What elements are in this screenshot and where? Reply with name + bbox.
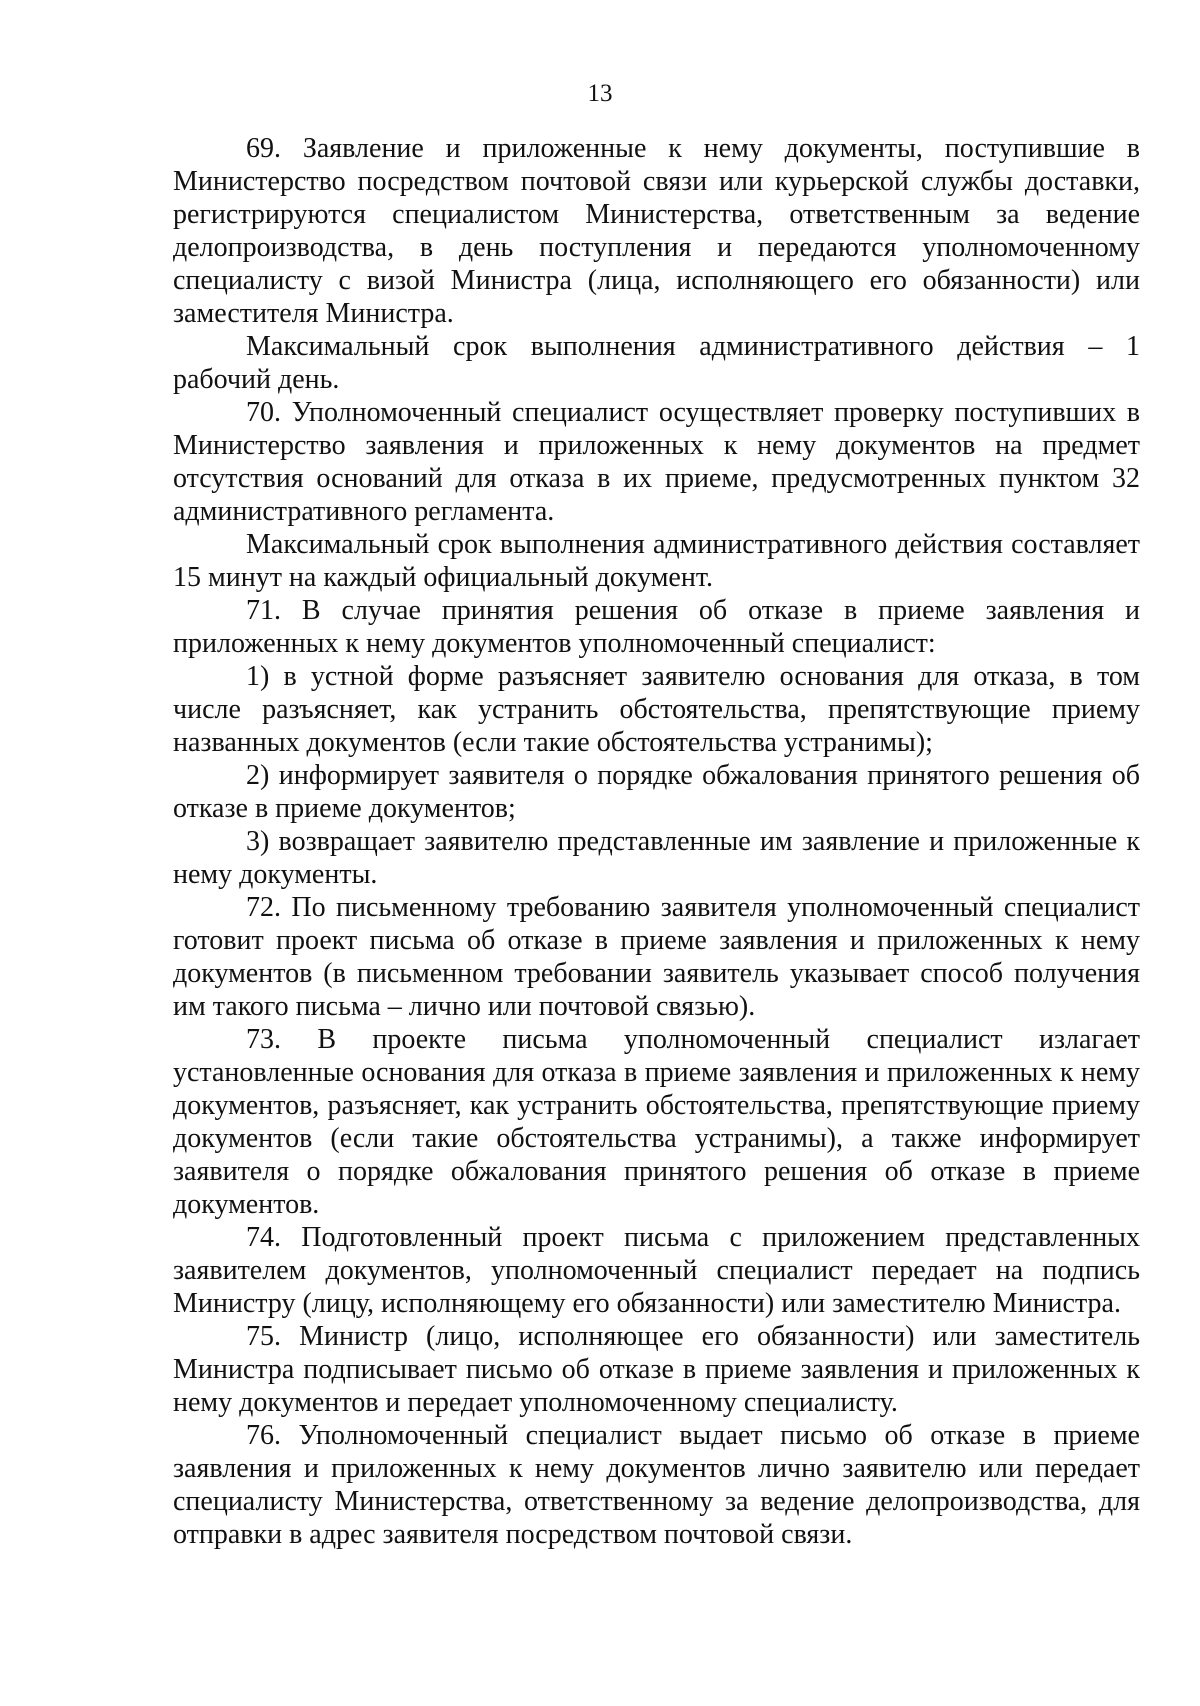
paragraph-71: 71. В случае принятия решения об отказе в приеме заявления и приложенных к нему документов уполномоченный специалист: (173, 595, 1140, 659)
paragraph-69: 69. Заявление и приложенные к нему документы, поступившие в Министерство посредством почтовой связи или курьерской службы доставки, регистрируются специалистом Министерства, ответственным за ведение делопроизводства, в день поступления и передаются уполномоченному специалисту с визой Министра (лица, исполняющего его обязанности) или заместителя Министра. (173, 133, 1140, 329)
paragraph-76: 76. Уполномоченный специалист выдает письмо об отказе в приеме заявления и приложенных к нему документов лично заявителю или передает специалисту Министерства, ответственному за ведение делопроизводства, для отправки в адрес заявителя посредством почтовой связи. (173, 1420, 1140, 1550)
paragraph-69-deadline: Максимальный срок выполнения административного действия – 1 рабочий день. (173, 331, 1140, 395)
paragraph-74: 74. Подготовленный проект письма с приложением представленных заявителем документов, уполномоченный специалист передает на подпись Министру (лицу, исполняющему его обязанности) или заместителю Министра. (173, 1222, 1140, 1319)
page-number: 13 (587, 80, 613, 107)
paragraph-71-item-2: 2) информирует заявителя о порядке обжалования принятого решения об отказе в приеме документов; (173, 760, 1140, 824)
document-body (173, 132, 1140, 1551)
paragraph-73: 73. В проекте письма уполномоченный специалист излагает установленные основания для отказа в приеме заявления и приложенных к нему документов, разъясняет, как устранить обстоятельства, препятствующие приему документов (если такие обстоятельства устранимы), а также информирует заявителя о порядке обжалования принятого решения об отказе в приеме документов. (173, 1024, 1140, 1220)
paragraph-71-item-1: 1) в устной форме разъясняет заявителю основания для отказа, в том числе разъясняет, как устранить обстоятельства, препятствующие приему названных документов (если такие обстоятельства устранимы); (173, 661, 1140, 758)
paragraph-75: 75. Министр (лицо, исполняющее его обязанности) или заместитель Министра подписывает письмо об отказе в приеме заявления и приложенных к нему документов и передает уполномоченному специалисту. (173, 1321, 1140, 1418)
paragraph-70-deadline: Максимальный срок выполнения административного действия составляет 15 минут на каждый официальный документ. (173, 529, 1140, 593)
paragraph-72: 72. По письменному требованию заявителя уполномоченный специалист готовит проект письма об отказе в приеме заявления и приложенных к нему документов (в письменном требовании заявитель указывает способ получения им такого письма – лично или почтовой связью). (173, 892, 1140, 1022)
paragraph-71-item-3: 3) возвращает заявителю представленные им заявление и приложенные к нему документы. (173, 826, 1140, 890)
paragraph-70: 70. Уполномоченный специалист осуществляет проверку поступивших в Министерство заявления и приложенных к нему документов на предмет отсутствия оснований для отказа в их приеме, предусмотренных пунктом 32 административного регламента. (173, 397, 1140, 527)
